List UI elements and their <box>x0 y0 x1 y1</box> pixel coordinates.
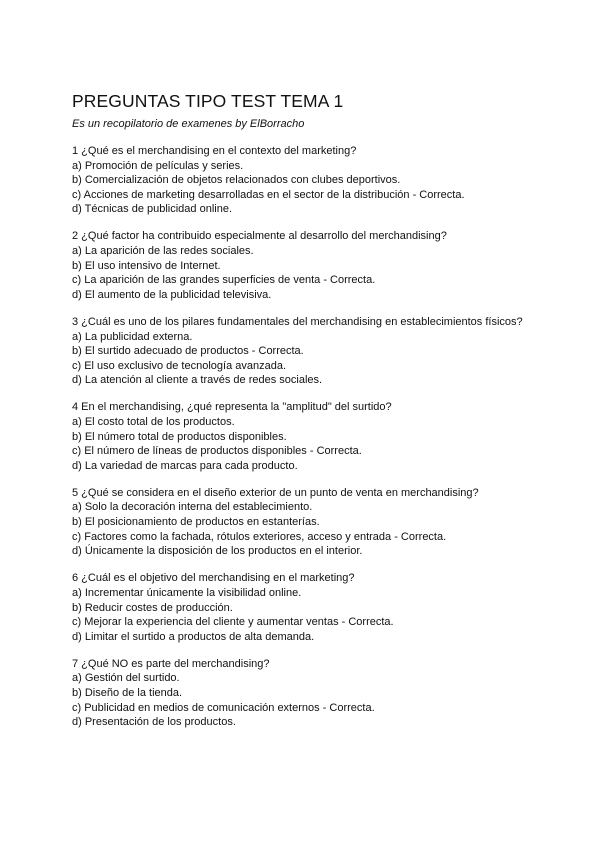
question-list <box>72 144 562 730</box>
option-b: b) El surtido adecuado de productos - Correcta. <box>72 345 304 358</box>
question-4 <box>72 400 562 473</box>
question-text: 1 ¿Qué es el merchandising en el contexto del marketing? <box>72 145 357 157</box>
option-c: c) Publicidad en medios de comunicación externos - Correcta. <box>72 701 375 714</box>
question-text: 3 ¿Cuál es uno de los pilares fundamentales del merchandising en establecimientos físicos? <box>72 315 523 328</box>
option-c: c) El uso exclusivo de tecnología avanzada. <box>72 359 287 372</box>
question-7 <box>72 657 562 730</box>
document-subtitle: Es un recopilatorio de examenes by ElBorracho <box>72 118 305 130</box>
question-3 <box>72 315 562 388</box>
option-d: d) Únicamente la disposición de los productos en el interior. <box>72 545 363 558</box>
document-title: PREGUNTAS TIPO TEST TEMA 1 <box>72 91 344 111</box>
option-d: d) Presentación de los productos. <box>72 716 236 729</box>
option-b: b) El posicionamiento de productos en estanterías. <box>72 516 320 529</box>
option-d: d) Técnicas de publicidad online. <box>72 203 233 216</box>
question-1 <box>72 144 562 217</box>
option-a: a) La publicidad externa. <box>72 330 193 343</box>
option-b: b) Diseño de la tienda. <box>72 687 183 699</box>
option-a: a) Incrementar únicamente la visibilidad online. <box>72 586 302 599</box>
option-b: b) El número total de productos disponibles. <box>72 430 287 443</box>
option-a: a) Solo la decoración interna del establecimiento. <box>72 501 313 514</box>
option-b: b) Reducir costes de producción. <box>72 601 233 614</box>
question-text: 4 En el merchandising, ¿qué representa la "amplitud" del surtido? <box>72 401 392 414</box>
question-2 <box>72 229 562 302</box>
option-b: b) El uso intensivo de Internet. <box>72 259 221 272</box>
question-text: 7 ¿Qué NO es parte del merchandising? <box>72 657 270 670</box>
question-text: 5 ¿Qué se considera en el diseño exterior de un punto de venta en merchandising? <box>72 486 479 499</box>
option-d: d) La atención al cliente a través de redes sociales. <box>72 374 323 387</box>
option-a: a) El costo total de los productos. <box>72 416 235 428</box>
option-b: b) Comercialización de objetos relacionados con clubes deportivos. <box>72 174 401 187</box>
question-5 <box>72 486 562 559</box>
option-c: c) Mejorar la experiencia del cliente y aumentar ventas - Correcta. <box>72 616 394 629</box>
question-text: 2 ¿Qué factor ha contribuido especialmente al desarrollo del merchandising? <box>72 230 447 243</box>
option-c: c) La aparición de las grandes superficies de venta - Correcta. <box>72 274 376 287</box>
option-d: d) Limitar el surtido a productos de alta demanda. <box>72 630 315 643</box>
option-c: c) El número de líneas de productos disponibles - Correcta. <box>72 445 362 458</box>
option-d: d) El aumento de la publicidad televisiva. <box>72 288 272 301</box>
document-page <box>72 90 562 730</box>
option-a: a) Promoción de películas y series. <box>72 159 244 172</box>
question-6 <box>72 571 562 644</box>
option-c: c) Acciones de marketing desarrolladas en el sector de la distribución - Correcta. <box>72 188 465 201</box>
option-a: a) La aparición de las redes sociales. <box>72 245 254 258</box>
option-c: c) Factores como la fachada, rótulos exteriores, acceso y entrada - Correcta. <box>72 530 447 543</box>
option-d: d) La variedad de marcas para cada producto. <box>72 459 298 472</box>
question-text: 6 ¿Cuál es el objetivo del merchandising en el marketing? <box>72 572 355 585</box>
option-a: a) Gestión del surtido. <box>72 672 180 685</box>
